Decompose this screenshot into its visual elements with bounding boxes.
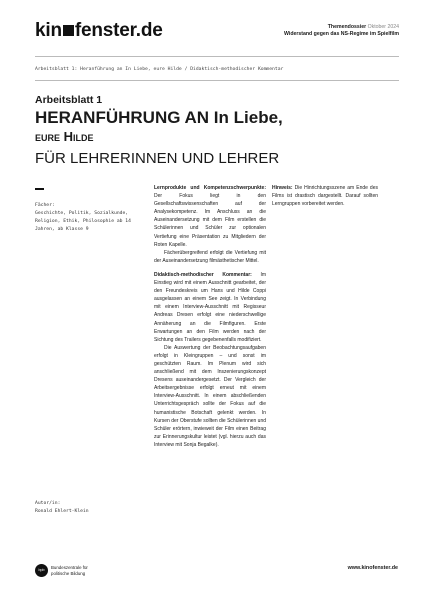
dossier-date: Oktober 2024 [367,24,399,30]
author-name: Ronald Ehlert-Klein [35,509,89,514]
dossier-title: Widerstand gegen das NS-Regime im Spielfilm [284,31,399,37]
bpb-logo[interactable] [35,562,88,580]
subjects-text: Geschichte, Politik, Sozialkunde, Religion, Ethik, Philosophie ab 14 Jahren, ab Klasse 9 [35,211,131,232]
paragraph-commentary-lead [154,271,266,344]
subjects-block [35,202,141,234]
hint-paragraph [272,184,378,208]
hint-column [272,184,378,208]
bpb-name-line2: politische Bildung [51,570,86,576]
section-dash [35,188,44,190]
paragraph-text: Im Einstieg wird mit einem Ausschnitt gearbeitet, der den Freundeskreis um Hans und Hilde Coppi ausgelassen an einem See zeigt. In Verbindung mit einem Interview-Ausschnitt mit Regisseur Andreas Dresen erfolgt eine niederschwellige Annäherung an die Filmfiguren. Erste Erwartungen an den Film werden nach der Sichtung des Trailers gegebenenfalls modifiziert. [154,271,266,343]
site-logo[interactable] [35,20,163,42]
paragraph-lead: Didaktisch-methodischer Kommentar: [154,271,252,278]
paragraph-competences [154,184,266,249]
paragraph-text: Der Fokus liegt in den Gesellschaftswissenschaften auf der Analysekompetenz. Im Anschluss an die Auseinandersetzung mit dem Film erstellen die Schülerinnen und Schüler zur optionalen Vertiefung eine Präsentation zu Mitgliedern der Roten Kapelle. [154,193,266,248]
bpb-circle-icon: bpb [35,564,48,577]
header-divider [35,56,399,57]
logo-text-right: fenster.de [74,20,163,41]
page-title-line1: HERANFÜHRUNG AN In Liebe, [35,108,283,127]
dossier-label: Themendossier [327,24,367,30]
page-subtitle: FÜR LEHRERINNEN UND LEHRER [35,150,280,167]
sheet-label: Arbeitsblatt 1 [35,94,103,106]
dossier-info [284,24,399,38]
breadcrumb-divider [35,80,399,81]
logo-text-left: kin [35,20,62,41]
author-block [35,500,141,516]
breadcrumb: Arbeitsblatt 1: Heranführung an In Liebe, eure Hilde / Didaktisch-methodischer Kommentar [35,67,284,72]
logo-block-icon [63,25,74,36]
page-title-line2: eure Hilde [35,129,94,144]
paragraph-evaluation: Die Auswertung der Beobachtungsaufgaben erfolgt in Kleingruppen – und sonst im geschützten Raum. Im Plenum wird sich anschließend mit dem Inszenierungskonzept Dresens auseinandergesetzt. Der Vergleich der Arbeitsergebnisse erfolgt erneut mit einem Interview-Ausschnitt. In einem abschließenden Unterrichtsgespräch sollte der Fokus auf die humanistische Botschaft gelenkt werden. In Kursen der Oberstufe sollten die Schülerinnen und Schüler erörtern, inwieweit der Film einen Beitrag zur Erinnerungskultur leistet (vgl. hierzu auch das Interview mit Sonja Begalke). [154,344,267,448]
bpb-name [51,565,88,576]
hint-lead: Hinweis: [272,185,293,191]
paragraph-lead: Lernprodukte und Kompetenzschwerpunkte: [154,185,266,191]
main-text-column [154,184,266,449]
bpb-name-line1: Bundeszentrale für [51,565,88,571]
author-label: Autor/in: [35,501,61,506]
hint-text: Die Hinrichtungsszene am Ende des Films ist drastisch dargestellt. Darauf sollten Lerngruppen vorbereitet werden. [272,185,378,208]
paragraph-interdisciplinary: Fächerübergreifend erfolgt die Vertiefung mit der Auseinandersetzung filmästhetischer Mittel. [154,249,266,264]
subjects-label: Fächer: [35,203,55,208]
footer-url-link[interactable]: www.kinofenster.de [347,565,398,571]
